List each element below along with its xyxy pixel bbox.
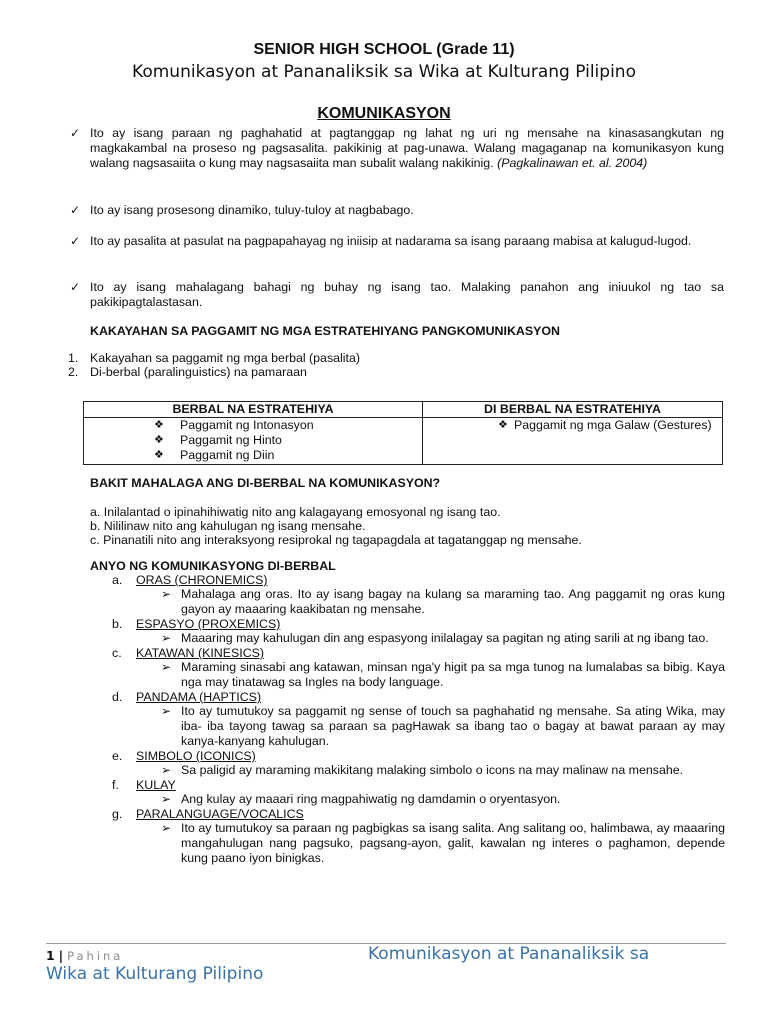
table-cell-diberbal: [423, 418, 723, 465]
reasons-list: [90, 505, 582, 547]
footer-title-part1: Komunikasyon at Pananaliksik sa: [368, 944, 650, 964]
check-item-1: [70, 126, 724, 171]
list-number: 1.: [68, 351, 79, 365]
list-item: ❖ Paggamit ng mga Galaw (Gestures): [498, 418, 712, 432]
table-header-diberbal: DI BERBAL NA ESTRATEHIYA: [423, 402, 723, 418]
list-item: c. Pinanatili nito ang interaksyong resiprokal ng tagapagdala at tagatanggap ng mensahe.: [90, 533, 582, 547]
list-item-simbolo: e. SIMBOLO (ICONICS): [112, 749, 256, 763]
check-item-3: [70, 234, 724, 249]
list-item: b. Nililinaw nito ang kahulugan ng isang mensahe.: [90, 519, 366, 533]
arrow-bullet-icon: ➢: [161, 587, 172, 601]
diamond-bullet-icon: ❖: [154, 449, 164, 461]
arrow-bullet-icon: ➢: [161, 763, 172, 777]
diamond-bullet-icon: ❖: [498, 419, 508, 431]
check-icon: ✓: [70, 126, 81, 140]
list-item-oras: a. ORAS (CHRONEMICS): [112, 573, 268, 587]
list-item: ❖ Paggamit ng Intonasyon: [154, 418, 314, 432]
category-description: ➢ Sa paligid ay maraming makikitang malaking simbolo o icons na may malinaw na mensahe.: [161, 763, 684, 777]
diamond-bullet-icon: ❖: [154, 434, 164, 446]
category-description: ➢ Ang kulay ay maaari ring magpahiwatig ng damdamin o oryentasyon.: [161, 792, 561, 806]
check-icon: ✓: [70, 234, 81, 248]
category-name: SIMBOLO (ICONICS): [136, 749, 256, 763]
check-item-text: Ito ay pasalita at pasulat na pagpapahayag ng iniisip at nadarama sa isang paraang mabisa at kalugud-lugod.: [90, 234, 692, 248]
check-item-2: [70, 203, 724, 218]
arrow-bullet-icon: ➢: [161, 821, 172, 835]
list-text: Di-berbal (paralinguistics) na pamaraan: [90, 365, 307, 379]
category-name: ESPASYO (PROXEMICS): [136, 617, 281, 631]
section-heading-kakayahan: KAKAYAHAN SA PAGGAMIT NG MGA ESTRATEHIYANG PANGKOMUNIKASYON: [90, 324, 560, 338]
category-name: ORAS (CHRONEMICS): [136, 573, 268, 587]
list-item-pandama: d. PANDAMA (HAPTICS): [112, 690, 262, 704]
check-icon: ✓: [70, 203, 81, 217]
check-item-text: Ito ay isang paraan ng paghahatid at pagtanggap ng lahat ng uri ng mensahe na kinasasangkutan ng magkakambal na proseso ng pagsasalita. pakikinig at pag-unawa. Walang magaganap na komunikasyon kung walang nagsasaiita o kung may nagsasaiita man subalit walang nakikinig.: [90, 126, 724, 170]
footer-title-part2: Wika at Kulturang Pilipino: [46, 964, 264, 984]
category-name: KATAWAN (KINESICS): [136, 646, 265, 660]
list-item: ❖ Paggamit ng Hinto: [154, 433, 282, 447]
section-heading-bakit: BAKIT MAHALAGA ANG DI-BERBAL NA KOMUNIKASYON?: [90, 476, 441, 490]
category-name: PARALANGUAGE/VOCALICS: [136, 807, 304, 821]
diamond-bullet-icon: ❖: [154, 419, 164, 431]
arrow-bullet-icon: ➢: [161, 792, 172, 806]
strategy-table: [83, 401, 723, 465]
check-icon: ✓: [70, 280, 81, 294]
list-item-kulay: f. KULAY: [112, 778, 176, 792]
check-item-text: Ito ay isang prosesong dinamiko, tuluy-tuloy at nagbabago.: [90, 203, 414, 217]
section-heading-anyo: ANYO NG KOMUNIKASYONG DI-BERBAL: [90, 559, 336, 573]
footer-page-number: 1 | Pahina: [46, 948, 124, 963]
list-item-paralanguage: g. PARALANGUAGE/VOCALICS: [112, 807, 304, 821]
list-item-espasyo: b. ESPASYO (PROXEMICS): [112, 617, 281, 631]
category-description: ➢ Ito ay tumutukoy sa paggamit ng sense of touch sa paghahatid ng mensahe. Sa ating Wika, may iba- iba tayong tawag sa paraan sa pagHawak sa ibang tao o bagay at bawat paraan ay may kanya-kanyang kahulugan.: [161, 704, 725, 748]
category-description: ➢ Maraming sinasabi ang katawan, minsan nga'y higit pa sa mga tunog na lumalabas sa bibig. Kaya nga may tinatawag sa Ingles na body language.: [161, 660, 725, 689]
forms-list: [90, 573, 725, 866]
table-header-row: [84, 402, 723, 418]
category-description: ➢ Ito ay tumutukoy sa paraan ng pagbigkas sa isang salita. Ang salitang oo, halimbawa, ay maaaring mangahulugan nang pagsuko, pagsang-ayon, galit, kawalan ng interes o paghamon, depende kung paano iyon binigkas.: [161, 821, 725, 865]
arrow-bullet-icon: ➢: [161, 631, 172, 645]
check-item-text: Ito ay isang mahalagang bahagi ng buhay ng isang tao. Malaking panahon ang iniuukol ng tao sa pakikipagtalastasan.: [90, 280, 724, 309]
table-header-berbal: BERBAL NA ESTRATEHIYA: [84, 402, 423, 418]
list-text: Kakayahan sa paggamit ng mga berbal (pasalita): [90, 351, 361, 365]
category-name: KULAY: [136, 778, 176, 792]
list-number: 2.: [68, 365, 79, 379]
category-description: ➢ Mahalaga ang oras. Ito ay isang bagay na kulang sa maraming tao. Ang paggamit ng oras kung gayon ay maaaring kaakibatan ng mensahe.: [161, 587, 725, 616]
table-row: [84, 418, 723, 465]
table-cell-berbal: [84, 418, 423, 465]
list-item: a. Inilalantad o ipinahihiwatig nito ang kalagayang emosyonal ng isang tao.: [90, 505, 501, 519]
category-name: PANDAMA (HAPTICS): [136, 690, 262, 704]
arrow-bullet-icon: ➢: [161, 704, 172, 718]
header-school: SENIOR HIGH SCHOOL (Grade 11): [253, 41, 515, 58]
list-item-katawan: c. KATAWAN (KINESICS): [112, 646, 265, 660]
citation: (Pagkalinawan et. al. 2004): [497, 156, 648, 170]
category-description: ➢ Maaaring may kahulugan din ang espasyong inilalagay sa pagitan ng ating sarili at ng ibang tao.: [161, 631, 709, 645]
header-subject: Komunikasyon at Pananaliksik sa Wika at Kulturang Pilipino: [132, 62, 636, 82]
arrow-bullet-icon: ➢: [161, 660, 172, 674]
list-item: ❖ Paggamit ng Diin: [154, 448, 275, 462]
page-title: KOMUNIKASYON: [317, 105, 451, 122]
check-item-4: [70, 280, 724, 310]
